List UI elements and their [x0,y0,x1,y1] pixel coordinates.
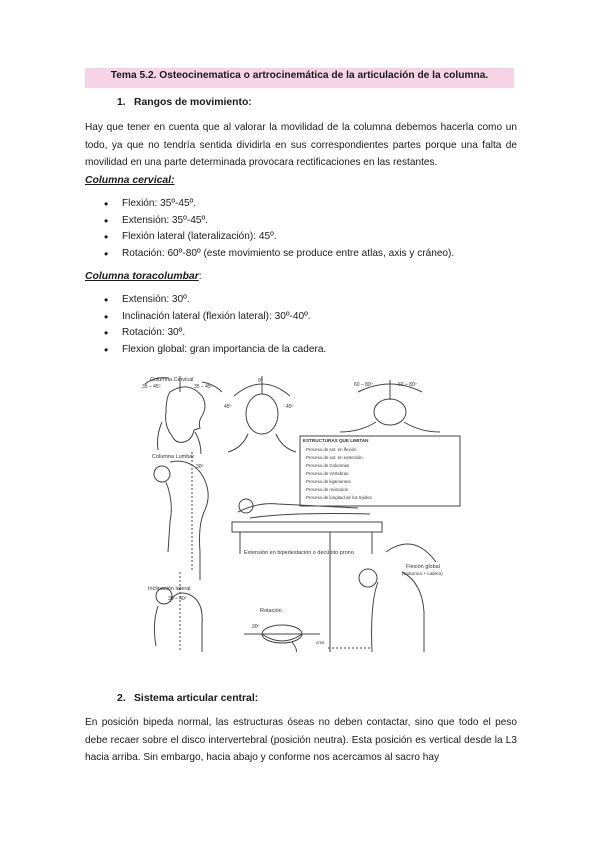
angle-flexion: 30º [196,464,204,470]
section-1-heading: Rangos de movimiento: [134,97,252,108]
toracolumbar-colon: : [198,271,202,282]
box-line: Proceso de Vértebras [306,471,349,476]
label-global-flexion: Flexión global [406,564,440,570]
list-item: • Flexión lateral (lateralización): 45º. [104,229,454,246]
label-rotation: Rotación [260,608,282,614]
angle-rotation-left: 60 – 80º [354,382,373,388]
angle-inclination: 30 – 40º [168,596,187,602]
document-title: Tema 5.2. Osteocinematica o artrocinemática de la articulación de la columna. [110,70,489,81]
box-line: Proceso de músculos [306,487,348,492]
list-item: • Extensión: 30º. [104,292,326,309]
section-2-heading: Sistema articular central: [134,693,259,704]
box-line: Proceso de ligamentos [306,479,351,484]
body-paragraph-2: En posición bipeda normal, las estructuras óseas no deben contactar, sino que todo el peso debe recaer sobre el disco intervertebral (posición neutra). Esta posición es vertical desde la L3 hacia arriba. Sin embargo, hacia abajo y conforme nos acercamos al sacro hay [85,717,517,763]
toracolumbar-heading: Columna toracolumbar [85,271,199,282]
list-item: • Rotación: 30º. [104,325,326,342]
angle-frontal-right: 45º [286,404,294,410]
list-item: • Inclinación lateral (flexión lateral): 30º-40º. [104,309,326,326]
label-flexion: Columna Lumbar [152,454,195,460]
section-2-number: 2. [117,693,126,704]
angle-rotation: 30º [252,624,260,630]
list-item: • Extensión: 35º-45º. [104,213,454,230]
list-item: • Flexion global: gran importancia de la cadera. [104,342,326,359]
box-line: Proceso de ext. en extensión [306,455,363,460]
cervical-heading: Columna cervical: [85,175,175,186]
toracolumbar-list [104,292,326,358]
list-item: • Rotación: 60º-80º (este movimiento se produce entre atlas, axis y cráneo). [104,246,454,263]
section-1-number: 1. [117,97,126,108]
list-item: • Flexión: 35º-45º. [104,196,454,213]
angle-cervical-right: 35 – 45º [194,384,213,390]
caption-extension: Extensión en bipedestación o decúbito prono [244,550,354,556]
box-line: Proceso de longitud de los tejidos [306,495,372,500]
toracolumbar-heading-wrap [85,271,202,282]
angle-rotation-right: 60 – 80º [398,382,417,388]
label-cervical: Columna Cervical [150,377,194,383]
label-global-flexion-sub: (Columna + cadera) [402,571,443,576]
angle-cervical-left: 35 – 45º [142,384,161,390]
box-line: Proceso de ext. en flexión [306,447,357,452]
box-title: ESTRUCTURAS QUE LIMITAN [303,438,369,443]
box-line: Proceso de Columnas [306,463,350,468]
angle-frontal-top: 0º [258,378,263,384]
intro-paragraph: Hay que tener en cuenta que al valorar la movilidad de la columna debemos hacerla como un todo, ya que no tendría sentida dividirla en sus correspondientes partes porque una falta de movilidad en una parte determinada provocara rectificaciones en las restantes. [85,122,517,168]
label-cms: cms [316,640,325,645]
range-of-motion-figure [140,372,470,652]
label-inclination: Inclinación lateral [148,586,191,592]
angle-frontal-left: 45º [224,404,232,410]
cervical-list [104,196,454,262]
